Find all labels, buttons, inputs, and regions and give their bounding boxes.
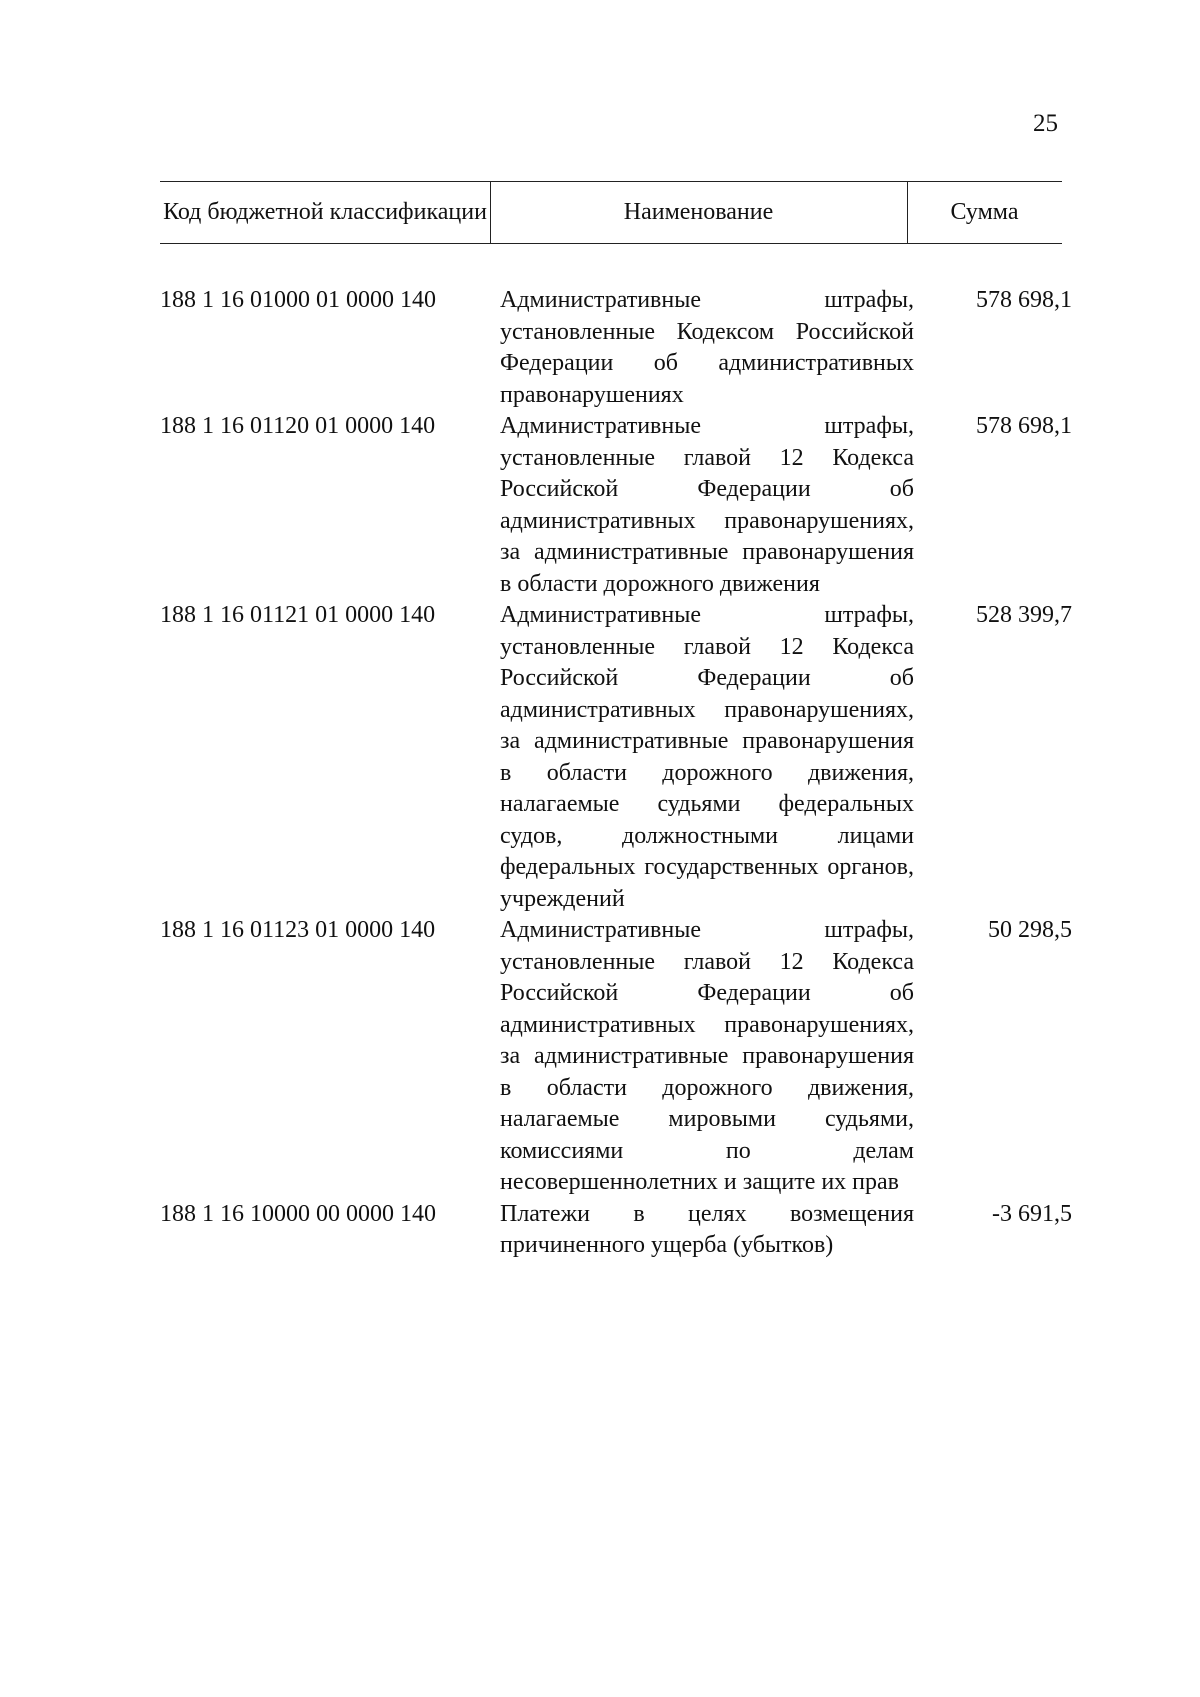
row-name: Административные штрафы, установленные главой 12 Кодекса Российской Федерации об административных правонарушениях, за административные правонарушения в области дорожного движения, налагаемые судьями федеральных судов, должностными лицами федеральных государственных органов, учреждений (500, 602, 914, 912)
row-code: 188 1 16 01123 01 0000 140 (160, 917, 436, 943)
row-sum: 578 698,1 (976, 413, 1072, 439)
row-name: Административные штрафы, установленные главой 12 Кодекса Российской Федерации об административных правонарушениях, за административные правонарушения в области дорожного движения, налагаемые мировыми судьями, комиссиями по делам несовершеннолетних и защите их прав (500, 917, 914, 1195)
table-body (160, 285, 1072, 1262)
table-row (160, 285, 1072, 411)
table-row (160, 411, 1072, 600)
page-number: 25 (1033, 110, 1058, 137)
header-name: Наименование (623, 198, 774, 225)
row-name: Административные штрафы, установленные главой 12 Кодекса Российской Федерации об административных правонарушениях, за административные правонарушения в области дорожного движения (500, 413, 914, 597)
table-row (160, 915, 1072, 1199)
header-sum: Сумма (950, 198, 1019, 225)
row-code: 188 1 16 01121 01 0000 140 (160, 602, 436, 628)
row-code: 188 1 16 10000 00 0000 140 (160, 1200, 436, 1227)
row-name: Платежи в целях возмещения причиненного ущерба (убытков) (500, 1200, 914, 1258)
header-code: Код бюджетной классификации (163, 198, 487, 225)
header-bottom-rule (160, 243, 1062, 244)
row-name: Административные штрафы, установленные Кодексом Российской Федерации об административных правонарушениях (500, 287, 914, 408)
row-sum: 578 698,1 (976, 287, 1072, 313)
row-sum: -3 691,5 (992, 1200, 1072, 1227)
row-code: 188 1 16 01120 01 0000 140 (160, 413, 436, 439)
row-sum: 528 399,7 (976, 602, 1072, 628)
table-row (160, 1199, 1072, 1262)
table-row (160, 600, 1072, 915)
row-sum: 50 298,5 (988, 917, 1072, 943)
row-code: 188 1 16 01000 01 0000 140 (160, 287, 436, 313)
table-header (160, 181, 1062, 244)
